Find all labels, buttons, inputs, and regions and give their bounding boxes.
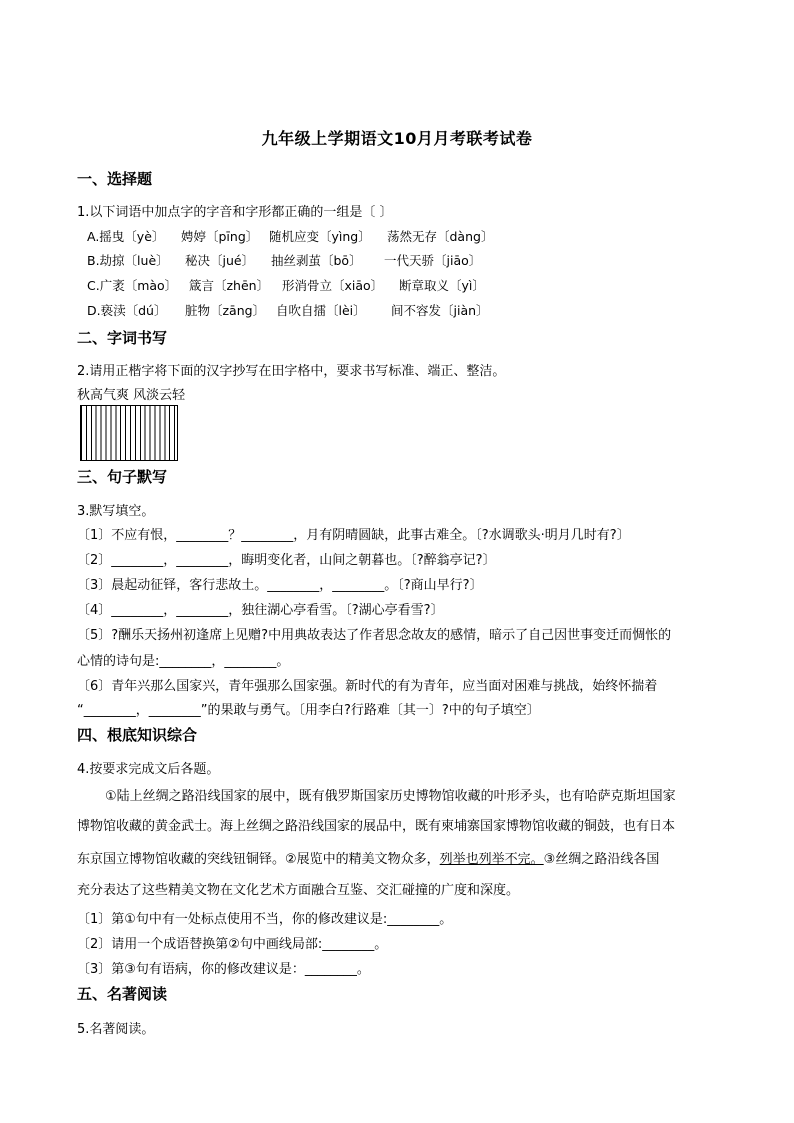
section-heading-basics: 四、根底知识综合 bbox=[77, 726, 198, 744]
paragraph-text: 东京国立博物馆收藏的突线钮铜铎。②展览中的精美文物众多， bbox=[77, 852, 440, 867]
question-3-line-2: 〔2〕________，________，晦明变化者，山间之朝暮也。〔?醉翁亭记?〕 bbox=[77, 553, 496, 568]
question-3-line-5: 〔5〕?酬乐天扬州初逢席上见赠?中用典故表达了作者思念故友的感情，暗示了自己因世事变迁而惆怅的 bbox=[77, 628, 672, 643]
question-4-sub-2: 〔2〕请用一个成语替换第②句中画线局部:________。 bbox=[77, 937, 388, 952]
question-3-line-7: 〔6〕青年兴那么国家兴，青年强那么国家强。新时代的有为青年，应当面对困难与挑战，始终怀揣着 bbox=[77, 679, 658, 694]
question-3-line-3: 〔3〕晨起动征铎，客行悲故土。________，________。〔?商山早行?〕 bbox=[77, 578, 483, 593]
section-heading-recitation: 三、句子默写 bbox=[77, 468, 168, 486]
option-c-item-1: C.广袤〔mào〕 bbox=[87, 278, 178, 293]
tianzige-grid[interactable] bbox=[80, 405, 178, 461]
option-b-item-1: B.劫掠〔luè〕 bbox=[87, 253, 169, 268]
option-d-item-2: 脏物〔zāng〕 bbox=[185, 303, 266, 318]
question-4-paragraph-line-4: 充分表达了这些精美文物在文化艺术方面融合互鉴、交汇碰撞的广度和深度。 bbox=[77, 883, 520, 898]
question-2-stem: 2.请用正楷字将下面的汉字抄写在田字格中，要求书写标准、端正、整洁。 bbox=[77, 364, 506, 379]
option-d-item-1: D.亵渎〔dú〕 bbox=[87, 303, 167, 318]
option-d-item-4: 间不容发〔jiàn〕 bbox=[391, 303, 489, 318]
paragraph-text: ③丝绸之路沿线各国 bbox=[543, 852, 660, 867]
question-4-paragraph-line-2: 博物馆收藏的黄金武士。海上丝绸之路沿线国家的展品中，既有柬埔寨国家博物馆收藏的铜鼓，也有日本 bbox=[77, 819, 676, 834]
question-1-stem: 1.以下词语中加点字的字音和字形都正确的一组是〔 〕 bbox=[77, 205, 393, 220]
option-c-item-2: 箴言〔zhēn〕 bbox=[189, 278, 270, 293]
question-4-sub-3: 〔3〕第③句有语病，你的修改建议是：________。 bbox=[77, 962, 370, 977]
option-a-item-3: 随机应变〔yìng〕 bbox=[269, 229, 371, 244]
page-title: 九年级上学期语文10月月考联考试卷 bbox=[261, 129, 533, 148]
option-b-item-3: 抽丝剥茧〔bō〕 bbox=[271, 253, 362, 268]
question-5-stem: 5.名著阅读。 bbox=[77, 1022, 155, 1037]
option-b-item-2: 秘决〔jué〕 bbox=[185, 253, 255, 268]
option-d bbox=[87, 301, 489, 319]
option-c-item-3: 形消骨立〔xiāo〕 bbox=[282, 278, 384, 293]
option-a-item-1: A.摇曳〔yè〕 bbox=[87, 229, 165, 244]
question-4-paragraph-line-3 bbox=[77, 848, 717, 867]
option-a-item-4: 荡然无存〔dàng〕 bbox=[387, 229, 494, 244]
option-b-item-4: 一代天骄〔jiāo〕 bbox=[384, 253, 482, 268]
question-4-paragraph-line-1: ①陆上丝绸之路沿线国家的展中，既有俄罗斯国家历史博物馆收藏的叶形矛头，也有哈萨克斯坦国家 bbox=[105, 789, 676, 804]
question-2-words: 秋高气爽 风淡云轻 bbox=[77, 388, 186, 403]
option-b bbox=[87, 251, 481, 269]
option-c bbox=[87, 276, 485, 294]
option-a bbox=[87, 227, 493, 245]
underlined-phrase: 列举也列举不完。 bbox=[439, 852, 544, 867]
question-4-sub-1: 〔1〕第①句中有一处标点使用不当，你的修改建议是:________。 bbox=[77, 912, 453, 927]
section-heading-choice: 一、选择题 bbox=[77, 170, 153, 188]
question-3-line-8: “________，________”的果敢与勇气。〔用李白?行路难〔其一〕?中的句子填空〕 bbox=[77, 703, 540, 718]
option-d-item-3: 自吹自擂〔lèi〕 bbox=[276, 303, 366, 318]
option-a-item-2: 娉婷〔pīng〕 bbox=[181, 229, 259, 244]
section-heading-writing: 二、字词书写 bbox=[77, 329, 168, 347]
question-4-stem: 4.按要求完成文后各题。 bbox=[77, 762, 220, 777]
question-3-line-1: 〔1〕不应有恨，________？________，月有阴晴圆缺，此事古难全。〔?水调歌头·明月几时有?〕 bbox=[77, 528, 630, 543]
option-c-item-4: 断章取义〔yì〕 bbox=[399, 278, 485, 293]
question-3-stem: 3.默写填空。 bbox=[77, 504, 155, 519]
question-3-line-4: 〔4〕________，________，独往湖心亭看雪。〔?湖心亭看雪?〕 bbox=[77, 603, 444, 618]
question-3-line-6: 心情的诗句是:________，________。 bbox=[77, 654, 290, 669]
section-heading-classics: 五、名著阅读 bbox=[77, 985, 168, 1003]
